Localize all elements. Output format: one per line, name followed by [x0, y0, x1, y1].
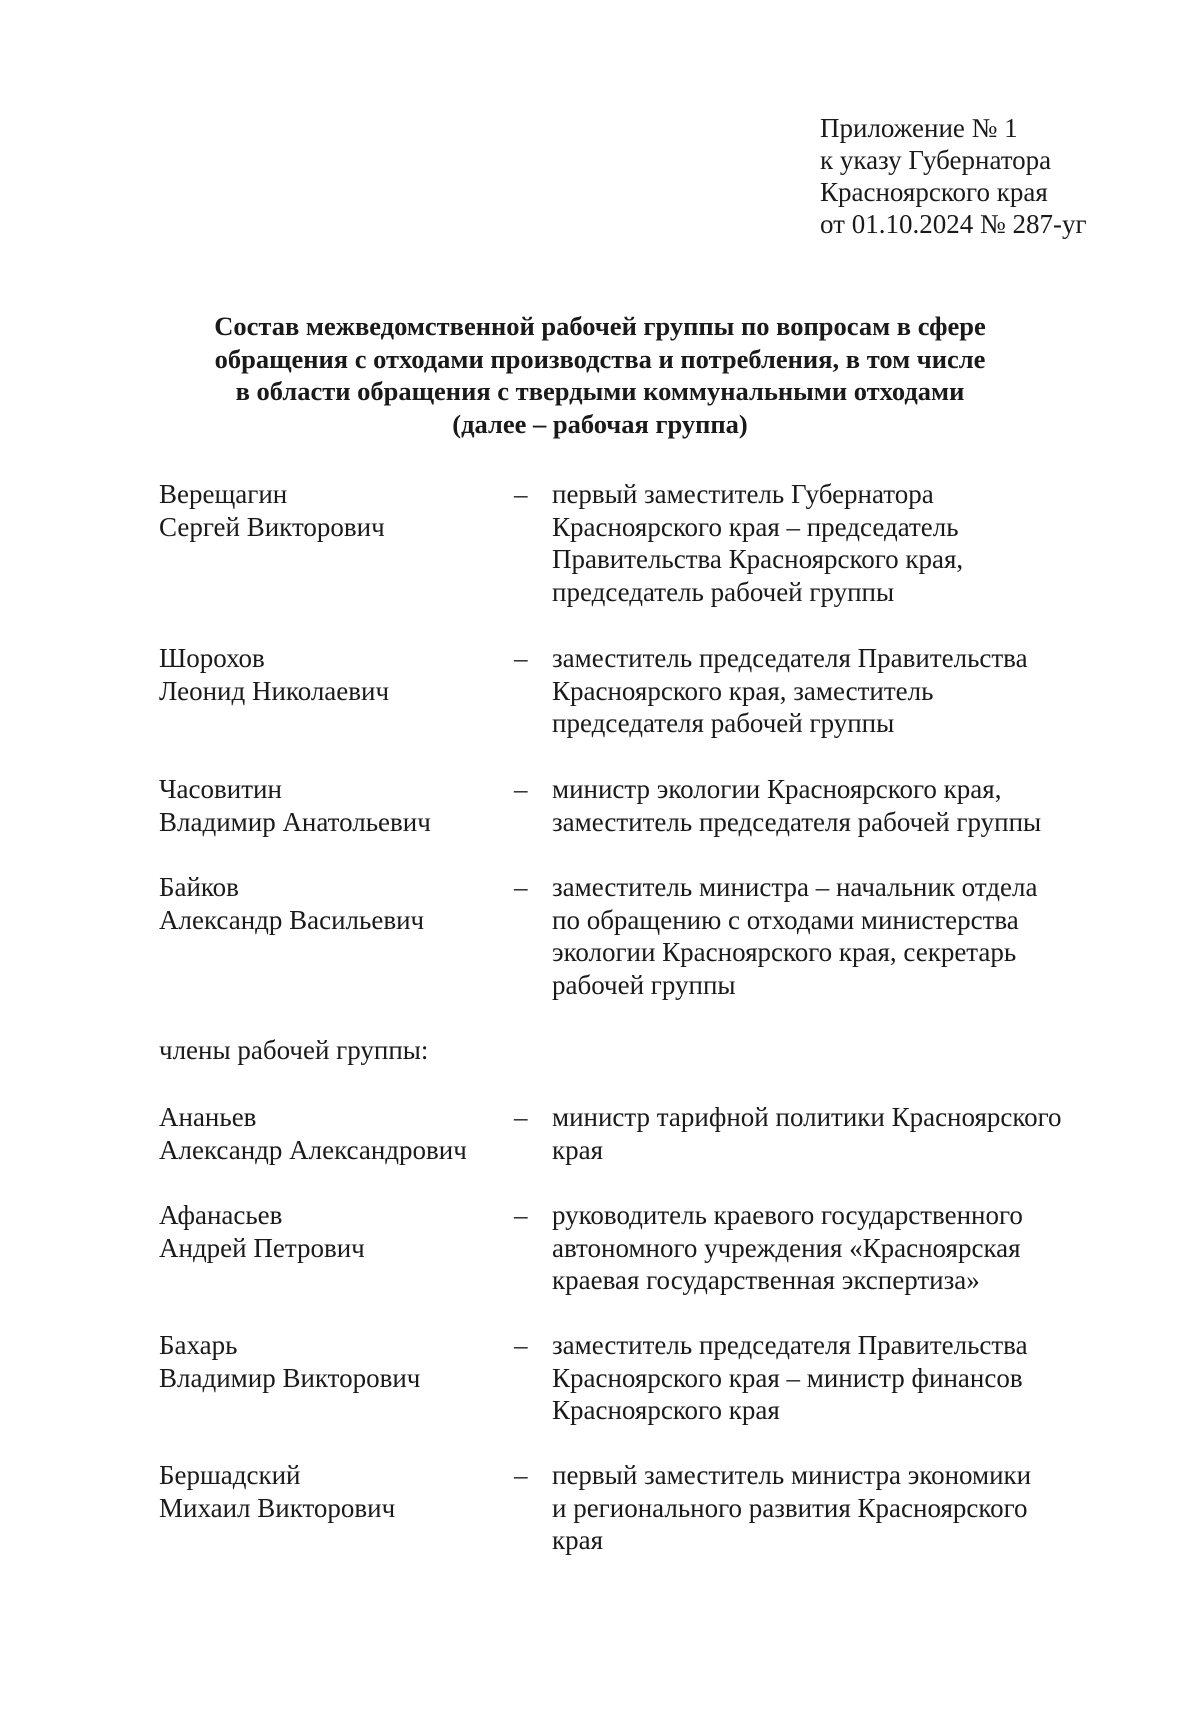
title-line: Состав межведомственной рабочей группы по вопросам в сфере	[214, 311, 986, 341]
role-line: края	[552, 1525, 604, 1555]
dash-separator: –	[514, 1460, 528, 1490]
person-role	[552, 773, 1112, 838]
role-line: автономного учреждения «Красноярская	[552, 1232, 1021, 1263]
dash-separator: –	[514, 1330, 528, 1360]
role-line: председателя рабочей группы	[552, 708, 895, 738]
role-line: Красноярского края – председатель	[552, 511, 959, 542]
role-line: Красноярского края	[552, 1395, 780, 1425]
dash-separator: –	[514, 479, 528, 509]
person-given-names: Владимир Анатольевич	[159, 806, 431, 837]
person-name	[159, 642, 499, 707]
person-given-names: Александр Васильевич	[159, 904, 425, 935]
title-line: в области обращения с твердыми коммунальными отходами	[235, 376, 965, 406]
role-line: Красноярского края – министр финансов	[552, 1362, 1023, 1393]
role-line: министр тарифной политики Красноярского	[552, 1102, 1062, 1132]
role-line: рабочей группы	[552, 969, 736, 1000]
person-surname: Ананьев	[159, 1102, 257, 1132]
person-given-names: Михаил Викторович	[159, 1492, 396, 1523]
dash-separator: –	[514, 1200, 528, 1230]
person-name	[159, 1459, 499, 1524]
person-role	[552, 1199, 1112, 1297]
person-given-names: Андрей Петрович	[159, 1232, 365, 1263]
person-name	[159, 1329, 499, 1394]
person-role	[552, 1459, 1112, 1557]
role-line: заместитель председателя Правительства	[552, 1330, 1028, 1360]
role-line: первый заместитель Губернатора	[552, 479, 934, 509]
dash-separator: –	[514, 1102, 528, 1132]
dash-separator: –	[514, 643, 528, 673]
role-line: заместитель председателя рабочей группы	[552, 806, 1042, 837]
appendix-header	[820, 112, 1087, 240]
person-surname: Верещагин	[159, 479, 288, 509]
person-name	[159, 1101, 499, 1166]
appendix-line: от 01.10.2024 № 287-уг	[820, 209, 1087, 239]
person-given-names: Леонид Николаевич	[159, 675, 390, 706]
person-surname: Афанасьев	[159, 1200, 283, 1230]
person-given-names: Владимир Викторович	[159, 1362, 421, 1393]
role-line: заместитель министра – начальник отдела	[552, 872, 1038, 902]
person-given-names: Сергей Викторович	[159, 511, 385, 542]
person-role	[552, 1101, 1112, 1166]
role-line: экологии Красноярского края, секретарь	[552, 937, 1017, 967]
role-line: председатель рабочей группы	[552, 576, 895, 607]
document-title	[140, 310, 1060, 440]
role-line: по обращению с отходами министерства	[552, 904, 1019, 935]
person-role	[552, 871, 1112, 1001]
role-line: краевая государственная экспертиза»	[552, 1265, 980, 1295]
members-label: члены рабочей группы:	[159, 1035, 429, 1065]
title-line: (далее – рабочая группа)	[452, 408, 748, 439]
person-role	[552, 642, 1112, 740]
person-surname: Шорохов	[159, 643, 265, 673]
role-line: края	[552, 1134, 604, 1165]
person-given-names: Александр Александрович	[159, 1134, 467, 1165]
role-line: первый заместитель министра экономики	[552, 1460, 1032, 1490]
role-line: министр экологии Красноярского края,	[552, 774, 1002, 804]
title-line: обращения с отходами производства и потребления, в том числе	[214, 343, 986, 374]
role-line: заместитель председателя Правительства	[552, 643, 1028, 673]
role-line: Красноярского края, заместитель	[552, 675, 934, 706]
person-name	[159, 478, 499, 543]
person-name	[159, 871, 499, 936]
person-role	[552, 1329, 1112, 1427]
role-line: Правительства Красноярского края,	[552, 544, 964, 574]
person-surname: Байков	[159, 872, 239, 902]
person-role	[552, 478, 1112, 608]
person-surname: Бершадский	[159, 1460, 301, 1490]
appendix-line: к указу Губернатора	[820, 145, 1052, 175]
person-surname: Часовитин	[159, 774, 282, 804]
role-line: руководитель краевого государственного	[552, 1200, 1023, 1230]
person-name	[159, 1199, 499, 1264]
person-name	[159, 773, 499, 838]
appendix-line: Приложение № 1	[820, 113, 1018, 143]
appendix-line: Красноярского края	[820, 177, 1048, 207]
role-line: и регионального развития Красноярского	[552, 1492, 1028, 1523]
dash-separator: –	[514, 774, 528, 804]
person-surname: Бахарь	[159, 1330, 238, 1360]
dash-separator: –	[514, 872, 528, 902]
